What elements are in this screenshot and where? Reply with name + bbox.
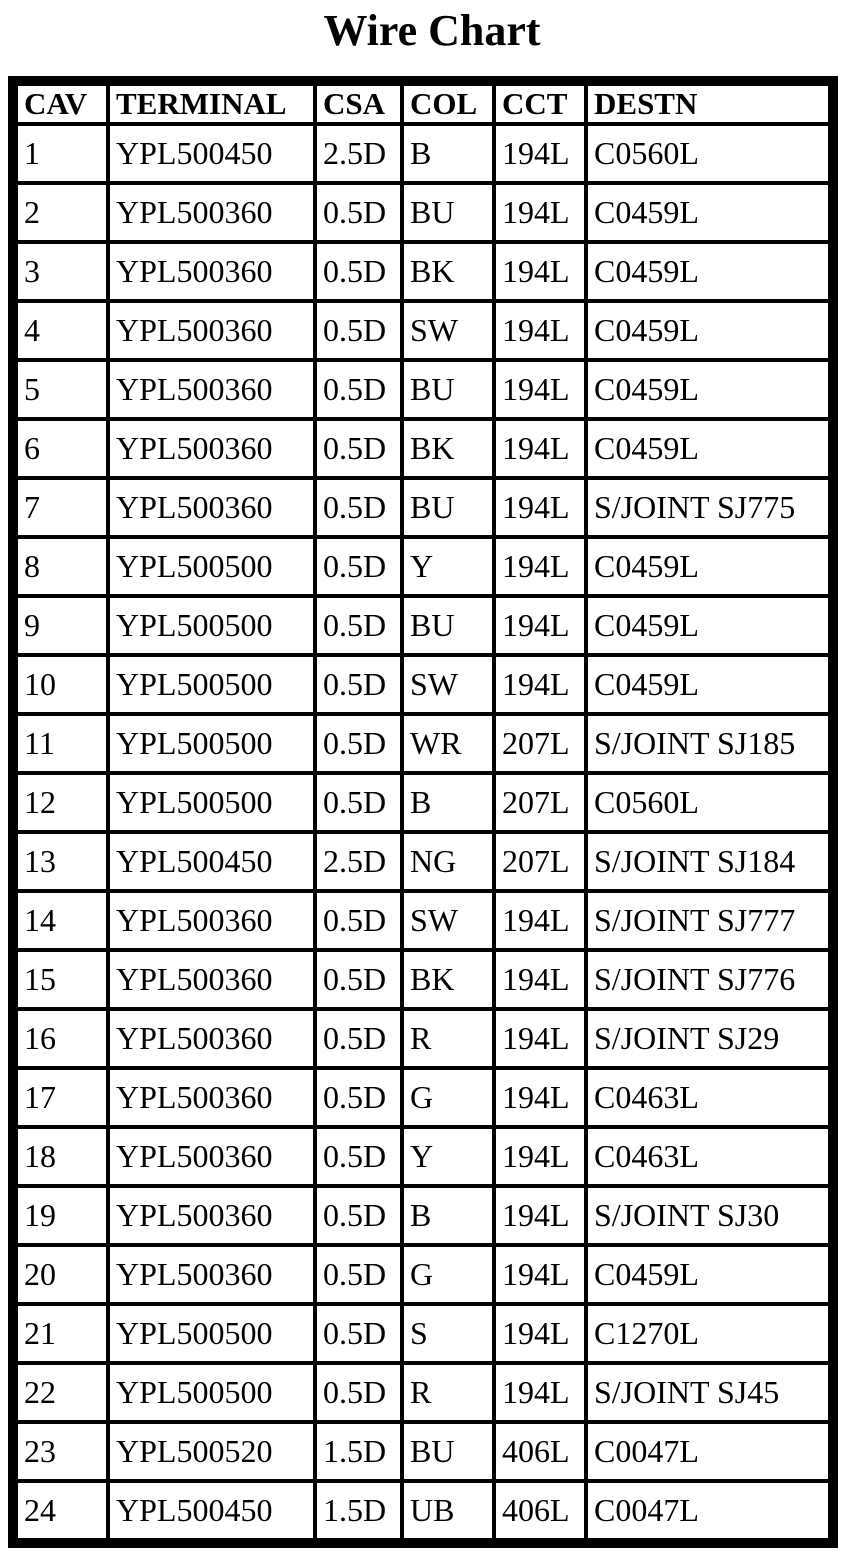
cell-terminal: YPL500450 <box>110 834 313 889</box>
cell-terminal: YPL500360 <box>110 1129 313 1184</box>
cell-col: R <box>404 1011 492 1066</box>
cell-destn: C0047L <box>588 1424 828 1479</box>
cell-terminal: YPL500500 <box>110 539 313 594</box>
cell-cct: 194L <box>496 598 584 653</box>
cell-cct: 194L <box>496 1070 584 1125</box>
cell-csa: 2.5D <box>317 126 400 181</box>
cell-cav: 14 <box>18 893 106 948</box>
table-row <box>18 834 828 889</box>
table-row <box>18 303 828 358</box>
table-row <box>18 126 828 181</box>
cell-terminal: YPL500450 <box>110 1483 313 1538</box>
cell-cct: 194L <box>496 1129 584 1184</box>
cell-destn: C0459L <box>588 362 828 417</box>
cell-cct: 194L <box>496 1365 584 1420</box>
cell-csa: 1.5D <box>317 1424 400 1479</box>
table-row <box>18 952 828 1007</box>
table-row <box>18 480 828 535</box>
cell-destn: C0459L <box>588 539 828 594</box>
table-row <box>18 598 828 653</box>
table-row <box>18 1070 828 1125</box>
cell-cct: 194L <box>496 1188 584 1243</box>
cell-terminal: YPL500360 <box>110 1011 313 1066</box>
wire-chart-table-frame <box>8 76 838 1548</box>
cell-destn: C0459L <box>588 185 828 240</box>
cell-destn: C1270L <box>588 1306 828 1361</box>
cell-cct: 194L <box>496 657 584 712</box>
cell-col: R <box>404 1365 492 1420</box>
cell-cav: 24 <box>18 1483 106 1538</box>
cell-cct: 194L <box>496 952 584 1007</box>
cell-cct: 194L <box>496 480 584 535</box>
cell-cct: 194L <box>496 539 584 594</box>
header-destn: DESTN <box>588 86 828 122</box>
cell-col: SW <box>404 657 492 712</box>
cell-cav: 17 <box>18 1070 106 1125</box>
cell-csa: 0.5D <box>317 952 400 1007</box>
cell-terminal: YPL500500 <box>110 716 313 771</box>
cell-cav: 16 <box>18 1011 106 1066</box>
cell-col: BU <box>404 598 492 653</box>
cell-destn: C0459L <box>588 421 828 476</box>
cell-cct: 194L <box>496 362 584 417</box>
cell-destn: S/JOINT SJ184 <box>588 834 828 889</box>
cell-destn: C0459L <box>588 303 828 358</box>
table-row <box>18 1247 828 1302</box>
cell-terminal: YPL500500 <box>110 1365 313 1420</box>
cell-destn: C0459L <box>588 244 828 299</box>
cell-col: BK <box>404 421 492 476</box>
cell-col: Y <box>404 1129 492 1184</box>
cell-csa: 0.5D <box>317 303 400 358</box>
header-csa: CSA <box>317 86 400 122</box>
cell-cav: 20 <box>18 1247 106 1302</box>
table-row <box>18 657 828 712</box>
cell-cct: 194L <box>496 421 584 476</box>
cell-cct: 194L <box>496 185 584 240</box>
cell-cav: 12 <box>18 775 106 830</box>
cell-csa: 0.5D <box>317 1129 400 1184</box>
table-row <box>18 1424 828 1479</box>
cell-cav: 19 <box>18 1188 106 1243</box>
cell-destn: C0463L <box>588 1070 828 1125</box>
cell-csa: 0.5D <box>317 421 400 476</box>
cell-destn: C0560L <box>588 775 828 830</box>
cell-cct: 406L <box>496 1483 584 1538</box>
cell-destn: C0459L <box>588 657 828 712</box>
cell-col: S <box>404 1306 492 1361</box>
table-row <box>18 775 828 830</box>
header-cav: CAV <box>18 86 106 122</box>
cell-csa: 0.5D <box>317 716 400 771</box>
cell-destn: S/JOINT SJ30 <box>588 1188 828 1243</box>
table-row <box>18 421 828 476</box>
cell-cav: 6 <box>18 421 106 476</box>
cell-destn: C0560L <box>588 126 828 181</box>
cell-cct: 194L <box>496 1011 584 1066</box>
cell-cav: 2 <box>18 185 106 240</box>
cell-cav: 22 <box>18 1365 106 1420</box>
cell-destn: C0463L <box>588 1129 828 1184</box>
cell-destn: S/JOINT SJ185 <box>588 716 828 771</box>
table-row <box>18 1129 828 1184</box>
cell-csa: 0.5D <box>317 480 400 535</box>
cell-csa: 0.5D <box>317 539 400 594</box>
cell-cav: 11 <box>18 716 106 771</box>
wire-chart-table <box>14 82 832 1542</box>
cell-csa: 0.5D <box>317 185 400 240</box>
cell-cct: 194L <box>496 1247 584 1302</box>
cell-csa: 0.5D <box>317 1247 400 1302</box>
cell-csa: 0.5D <box>317 657 400 712</box>
cell-terminal: YPL500360 <box>110 1247 313 1302</box>
cell-terminal: YPL500360 <box>110 185 313 240</box>
cell-cct: 194L <box>496 1306 584 1361</box>
cell-cav: 23 <box>18 1424 106 1479</box>
cell-destn: C0459L <box>588 598 828 653</box>
cell-terminal: YPL500500 <box>110 1306 313 1361</box>
cell-csa: 0.5D <box>317 893 400 948</box>
page-title: Wire Chart <box>323 6 541 55</box>
table-row <box>18 1188 828 1243</box>
cell-col: BK <box>404 244 492 299</box>
cell-col: G <box>404 1247 492 1302</box>
table-row <box>18 1483 828 1538</box>
cell-terminal: YPL500360 <box>110 244 313 299</box>
cell-col: B <box>404 1188 492 1243</box>
cell-col: BU <box>404 185 492 240</box>
cell-destn: S/JOINT SJ777 <box>588 893 828 948</box>
cell-cct: 406L <box>496 1424 584 1479</box>
cell-col: BU <box>404 1424 492 1479</box>
table-row <box>18 1011 828 1066</box>
cell-cct: 207L <box>496 834 584 889</box>
cell-terminal: YPL500520 <box>110 1424 313 1479</box>
table-row <box>18 1306 828 1361</box>
cell-cav: 3 <box>18 244 106 299</box>
cell-cct: 194L <box>496 126 584 181</box>
cell-csa: 0.5D <box>317 1365 400 1420</box>
cell-terminal: YPL500360 <box>110 303 313 358</box>
cell-terminal: YPL500500 <box>110 598 313 653</box>
header-col: COL <box>404 86 492 122</box>
cell-col: BK <box>404 952 492 1007</box>
cell-csa: 0.5D <box>317 1188 400 1243</box>
cell-col: SW <box>404 893 492 948</box>
cell-col: NG <box>404 834 492 889</box>
cell-csa: 1.5D <box>317 1483 400 1538</box>
cell-cav: 10 <box>18 657 106 712</box>
cell-cav: 9 <box>18 598 106 653</box>
cell-csa: 0.5D <box>317 775 400 830</box>
cell-terminal: YPL500360 <box>110 952 313 1007</box>
table-row <box>18 893 828 948</box>
cell-col: SW <box>404 303 492 358</box>
cell-cav: 21 <box>18 1306 106 1361</box>
table-row <box>18 539 828 594</box>
cell-cct: 194L <box>496 893 584 948</box>
cell-col: BU <box>404 362 492 417</box>
cell-cav: 5 <box>18 362 106 417</box>
cell-cav: 8 <box>18 539 106 594</box>
cell-destn: S/JOINT SJ776 <box>588 952 828 1007</box>
cell-cav: 13 <box>18 834 106 889</box>
cell-cav: 1 <box>18 126 106 181</box>
cell-csa: 0.5D <box>317 598 400 653</box>
cell-csa: 2.5D <box>317 834 400 889</box>
cell-destn: C0047L <box>588 1483 828 1538</box>
cell-col: BU <box>404 480 492 535</box>
table-row <box>18 362 828 417</box>
cell-destn: S/JOINT SJ29 <box>588 1011 828 1066</box>
cell-col: Y <box>404 539 492 594</box>
table-row <box>18 185 828 240</box>
cell-terminal: YPL500360 <box>110 421 313 476</box>
cell-col: G <box>404 1070 492 1125</box>
cell-terminal: YPL500360 <box>110 1188 313 1243</box>
table-header-row <box>18 86 828 122</box>
cell-destn: C0459L <box>588 1247 828 1302</box>
cell-terminal: YPL500360 <box>110 1070 313 1125</box>
cell-cav: 4 <box>18 303 106 358</box>
cell-col: B <box>404 126 492 181</box>
cell-terminal: YPL500360 <box>110 893 313 948</box>
cell-terminal: YPL500360 <box>110 362 313 417</box>
cell-col: UB <box>404 1483 492 1538</box>
cell-terminal: YPL500360 <box>110 480 313 535</box>
cell-csa: 0.5D <box>317 1306 400 1361</box>
cell-cav: 7 <box>18 480 106 535</box>
cell-cct: 194L <box>496 303 584 358</box>
cell-terminal: YPL500450 <box>110 126 313 181</box>
cell-cct: 207L <box>496 716 584 771</box>
cell-col: B <box>404 775 492 830</box>
cell-csa: 0.5D <box>317 244 400 299</box>
table-row <box>18 716 828 771</box>
cell-csa: 0.5D <box>317 1070 400 1125</box>
header-terminal: TERMINAL <box>110 86 313 122</box>
header-cct: CCT <box>496 86 584 122</box>
cell-cct: 207L <box>496 775 584 830</box>
cell-cav: 18 <box>18 1129 106 1184</box>
cell-csa: 0.5D <box>317 362 400 417</box>
table-body <box>18 126 828 1538</box>
cell-cav: 15 <box>18 952 106 1007</box>
table-row <box>18 1365 828 1420</box>
cell-terminal: YPL500500 <box>110 775 313 830</box>
table-row <box>18 244 828 299</box>
cell-destn: S/JOINT SJ775 <box>588 480 828 535</box>
cell-destn: S/JOINT SJ45 <box>588 1365 828 1420</box>
cell-col: WR <box>404 716 492 771</box>
cell-cct: 194L <box>496 244 584 299</box>
cell-terminal: YPL500500 <box>110 657 313 712</box>
cell-csa: 0.5D <box>317 1011 400 1066</box>
